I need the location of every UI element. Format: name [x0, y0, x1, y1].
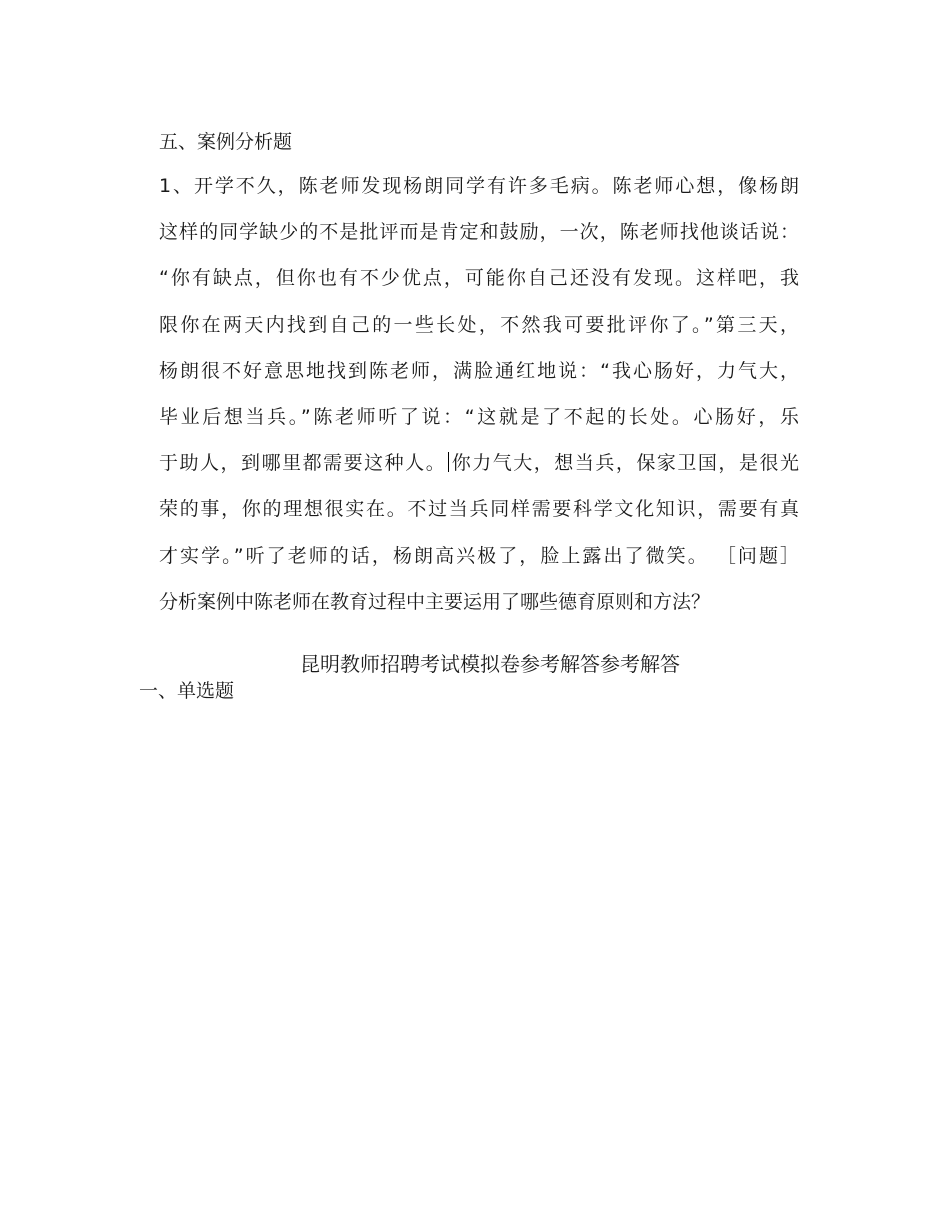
case-line: 杨朗很不好意思地找到陈老师，满脸通红地说：“我心肠好，力气大，	[159, 359, 799, 382]
case-study-body	[159, 172, 799, 634]
case-line-part: 你力气大，想当兵，保家卫国，是很光	[450, 452, 799, 475]
section-heading: 五、案例分析题	[159, 131, 293, 153]
case-line: 分析案例中陈老师在教育过程中主要运用了哪些德育原则和方法？	[159, 590, 711, 613]
case-line-with-cursor[interactable]	[159, 449, 799, 495]
case-line: “你有缺点，但你也有不少优点，可能你自己还没有发现。这样吧，我	[159, 267, 799, 290]
case-line: 这样的同学缺少的不是批评而是肯定和鼓励，一次，陈老师找他谈话说：	[159, 221, 799, 244]
case-line: 限你在两天内找到自己的一些长处，不然我可要批评你了。”第三天，	[159, 313, 799, 336]
answer-section-heading: 一、单选题	[139, 680, 235, 702]
case-line: 才实学。”听了老师的话，杨朗高兴极了，脸上露出了微笑。 ［问题］	[159, 544, 799, 567]
case-line: 毕业后想当兵。”陈老师听了说：“这就是了不起的长处。心肠好，乐	[159, 405, 799, 428]
case-line-part: 于助人，到哪里都需要这种人。	[159, 452, 447, 475]
case-line: 1、开学不久，陈老师发现杨朗同学有许多毛病。陈老师心想，像杨朗	[159, 175, 799, 197]
answer-key-title: 昆明教师招聘考试模拟卷参考解答参考解答	[300, 652, 680, 676]
case-line: 荣的事，你的理想很实在。不过当兵同样需要科学文化知识，需要有真	[159, 498, 799, 521]
